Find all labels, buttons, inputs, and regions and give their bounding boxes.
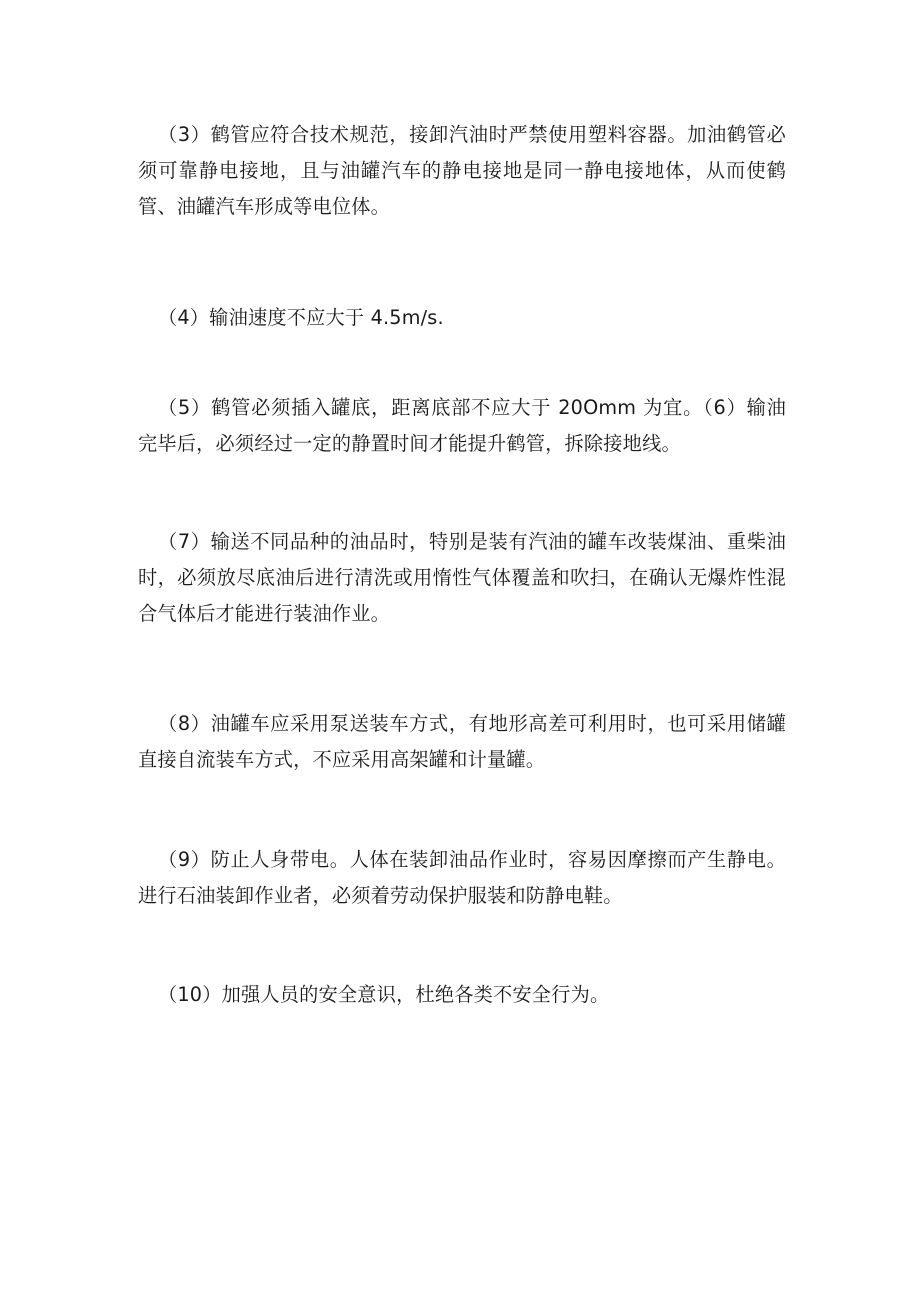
paragraph-5-6-insertion-and-settling: （5）鹤管必须插入罐底，距离底部不应大于 20Omm 为宜。（6）输油完毕后，必须经过一定的静置时间才能提升鹤管，拆除接地线。 (138, 396, 786, 455)
paragraph-7-product-switch: （7）输送不同品种的油品时，特别是装有汽油的罐车改装煤油、重柴油时，必须放尽底油后进行清洗或用惰性气体覆盖和吹扫，在确认无爆炸性混合气体后才能进行装油作业。 (138, 530, 786, 625)
paragraph-4-flow-speed: （4）输油速度不应大于 4.5m∕s. (158, 306, 444, 329)
paragraph-10-safety-awareness: （10）加强人员的安全意识，杜绝各类不安全行为。 (158, 983, 610, 1006)
paragraph-3-gooseneck-spec: （3）鹤管应符合技术规范，接卸汽油时严禁使用塑料容器。加油鹤管必须可靠静电接地，且与油罐汽车的静电接地是同一静电接地体，从而使鹤管、油罐汽车形成等电位体。 (138, 123, 786, 218)
paragraph-9-personal-static: （9）防止人身带电。人体在装卸油品作业时，容易因摩擦而产生静电。进行石油装卸作业者，必须着劳动保护服装和防静电鞋。 (138, 848, 786, 907)
paragraph-8-loading-method: （8）油罐车应采用泵送装车方式，有地形高差可利用时，也可采用储罐直接自流装车方式，不应采用高架罐和计量罐。 (138, 712, 786, 771)
